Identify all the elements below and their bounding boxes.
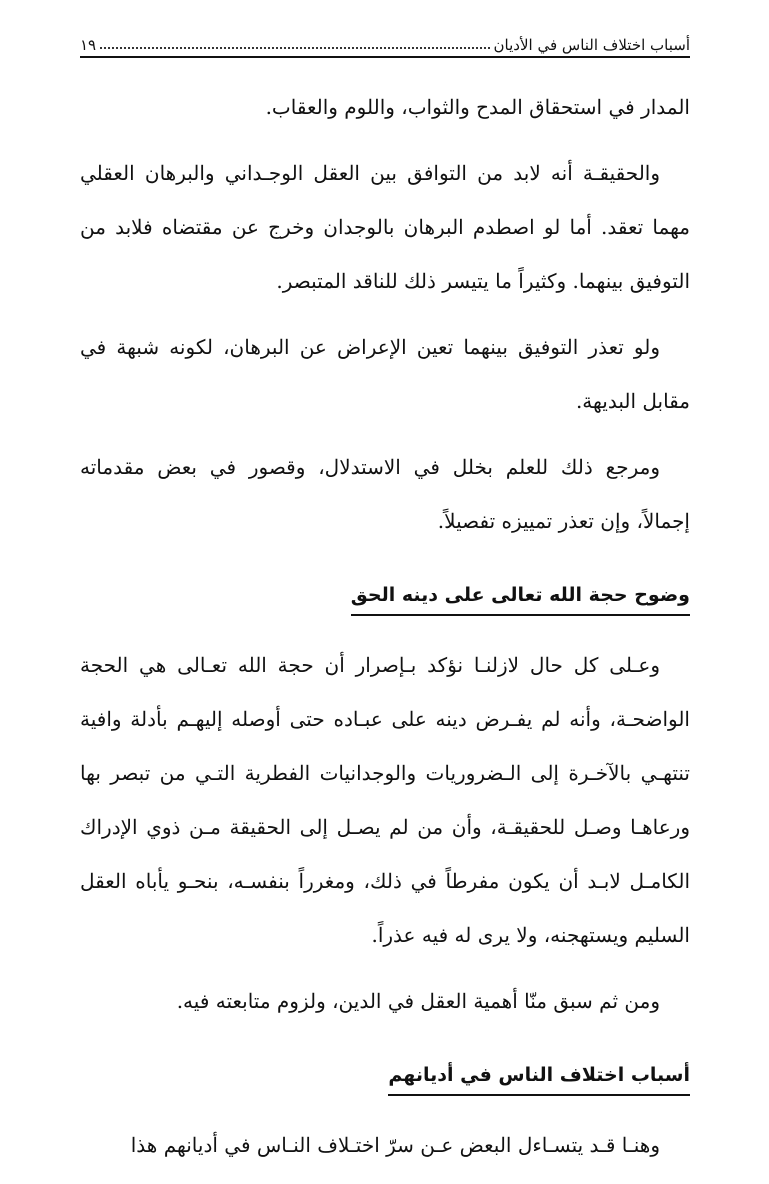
paragraph: وعـلى كل حال لازلنـا نؤكد بـإصرار أن حجة الله تعـالى هي الحجة الواضحـة، وأنه لم يفـرض دينه على عبـاده حتى أوصله إليهـم بأدلة وافية تنتهـي بالآخـرة إلى الـضروريات والوجدانيات الفطرية التـي من تبصر بها ورعاهـا وصـل للحقيقـة، وأن من لم يصـل إلى الحقيقة مـن ذوي الإدراك الكامـل لابـد أن يكون مفرطاً في ذلك، ومغرراً بنفسـه، بنحـو يأباه العقل السليم ويستهجنه، ولا يرى له فيه عذراً. [80,653,690,947]
section-heading-wrap [80,1040,690,1118]
page-number: ١٩ [80,36,97,54]
running-title: أسباب اختلاف الناس في الأديان [493,36,690,54]
paragraph: ولو تعذر التوفيق بينهما تعين الإعراض عن البرهان، لكونه شبهة في مقابل البديهة. [80,335,690,413]
section-heading: أسباب اختلاف الناس في أديانهم [388,1060,690,1096]
page-body [80,80,690,1184]
paragraph: والحقيقـة أنه لابد من التوافق بين العقل الوجـداني والبرهان العقلي مهما تعقد. أما لو اصطدم البرهان بالوجدان وخرج عن مقتضاه فلابد من التوفيق بينهما. وكثيراً ما يتيسر ذلك للناقد المتبصر. [80,161,690,293]
running-header [80,28,690,58]
header-leader-dots [100,47,489,49]
section-heading-wrap [80,560,690,638]
paragraph: وهنـا قـد يتسـاءل البعض عـن سرّ اختـلاف النـاس في أديانهم هذا [130,1133,660,1157]
section-heading: وضوح حجة الله تعالى على دينه الحق [351,580,690,616]
paragraph: المدار في استحقاق المدح والثواب، واللوم والعقاب. [265,95,690,119]
paragraph: ومن ثم سبق منّا أهمية العقل في الدين، ولزوم متابعته فيه. [176,989,660,1013]
paragraph: ومرجع ذلك للعلم بخلل في الاستدلال، وقصور في بعض مقدماته إجمالاً، وإن تعذر تمييزه تفصيلاً. [80,455,690,533]
